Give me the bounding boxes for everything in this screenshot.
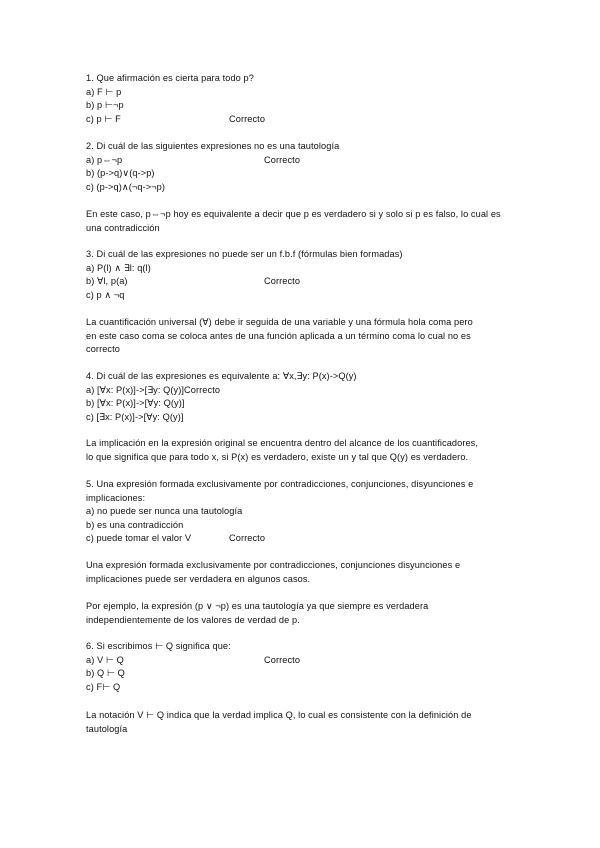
option-a bbox=[86, 154, 516, 168]
question-text-line-2: implicaciones: bbox=[86, 492, 146, 503]
correct-label: Correcto bbox=[264, 654, 301, 665]
option-a-text: a) p⇔¬p bbox=[86, 154, 123, 165]
explanation-line: En este caso, p⇔¬p hoy es equivalente a decir que p es verdadero si y solo si p es falso, lo cual es una contradicción bbox=[86, 209, 501, 233]
explanation-line-1: Una expresión formada exclusivamente por contradicciones, conjunciones disyunciones e bbox=[86, 560, 461, 570]
option-c: c) F⊢ Q bbox=[86, 681, 121, 692]
option-b: b) Q ⊢ Q bbox=[86, 668, 125, 679]
explanation-line-1: La cuantificación universal (∀) debe ir seguida de una variable y una fórmula hola coma pero bbox=[86, 317, 473, 327]
correct-label: Correcto bbox=[264, 154, 301, 165]
option-a-text: a) V ⊢ Q bbox=[86, 654, 124, 665]
option-a: a) P(l) ∧ ∃l: q(l) bbox=[86, 262, 151, 273]
explanation-line-2: independientemente de los valores de verdad de p. bbox=[86, 614, 300, 625]
option-b bbox=[86, 275, 516, 289]
explanation-line-3: correcto bbox=[86, 344, 120, 355]
option-c-text: c) puede tomar el valor V bbox=[86, 533, 192, 544]
option-c bbox=[86, 532, 516, 546]
option-b: b) p ⊢¬p bbox=[86, 100, 124, 111]
correct-label: Correcto bbox=[229, 533, 266, 544]
correct-label: Correcto bbox=[229, 113, 266, 124]
explanation-3 bbox=[86, 316, 516, 357]
question-text: 4. Di cuál de las expresiones es equivalente a: ∀x,∃y: P(x)->Q(y) bbox=[86, 371, 357, 381]
question-5 bbox=[86, 478, 516, 546]
option-c bbox=[86, 113, 516, 127]
option-a: a) no puede ser nunca una tautología bbox=[86, 506, 243, 517]
option-a: a) [∀x: P(x)]->[∃y: Q(y)]Correcto bbox=[86, 384, 221, 395]
explanation-line-2: lo que significa que para todo x, si P(x) es verdadero, existe un y tal que Q(y) es verdadero. bbox=[86, 451, 469, 462]
option-b: b) [∀x: P(x)]->[∀y: Q(y)] bbox=[86, 398, 185, 409]
explanation-line-2: en este caso coma se coloca antes de una función aplicada a un término coma lo cual no es bbox=[86, 330, 471, 341]
explanation-4 bbox=[86, 437, 516, 464]
option-c-text: c) p ⊢ F bbox=[86, 113, 121, 124]
explanation-5a bbox=[86, 559, 516, 586]
question-1 bbox=[86, 72, 516, 126]
explanation-6 bbox=[86, 709, 516, 736]
question-text: 3. Di cuál de las expresiones no puede ser un f.b.f (fórmulas bien formadas) bbox=[86, 249, 403, 259]
explanation-line-1: La notación V ⊢ Q indica que la verdad implica Q, lo cual es consistente con la definición de bbox=[86, 710, 472, 720]
option-c: c) (p->q)∧(¬q->¬p) bbox=[86, 181, 165, 192]
correct-label: Correcto bbox=[264, 276, 301, 287]
option-a: a) F ⊢ p bbox=[86, 86, 122, 97]
question-6 bbox=[86, 640, 516, 694]
option-b: b) es una contradicción bbox=[86, 519, 184, 530]
option-b-text: b) ∀l, p(a) bbox=[86, 276, 128, 287]
question-text: 1. Que afirmación es cierta para todo p? bbox=[86, 73, 254, 83]
explanation-line-1: La implicación en la expresión original se encuentra dentro del alcance de los cuantificadores, bbox=[86, 438, 479, 448]
question-2 bbox=[86, 140, 516, 194]
option-a bbox=[86, 654, 516, 668]
option-c: c) [∃x: P(x)]->[∀y: Q(y)] bbox=[86, 411, 184, 422]
question-3 bbox=[86, 248, 516, 302]
question-4 bbox=[86, 370, 516, 424]
option-b: b) (p->q)∨(q->p) bbox=[86, 168, 155, 179]
question-text-line-1: 5. Una expresión formada exclusivamente por contradicciones, conjunciones, disyunciones e bbox=[86, 479, 474, 489]
question-text: 2. Di cuál de las siguientes expresiones no es una tautología bbox=[86, 141, 340, 151]
explanation-line-1: Por ejemplo, la expresión (p ∨ ¬p) es una tautología ya que siempre es verdadera bbox=[86, 601, 429, 611]
explanation-line-2: tautología bbox=[86, 723, 128, 734]
option-c: c) p ∧ ¬q bbox=[86, 289, 125, 300]
question-text: 6. Si escribimos ⊢ Q significa que: bbox=[86, 641, 231, 651]
explanation-5b bbox=[86, 600, 516, 627]
explanation-line-2: implicaciones puede ser verdadera en algunos casos. bbox=[86, 573, 311, 584]
explanation-2 bbox=[86, 208, 516, 235]
